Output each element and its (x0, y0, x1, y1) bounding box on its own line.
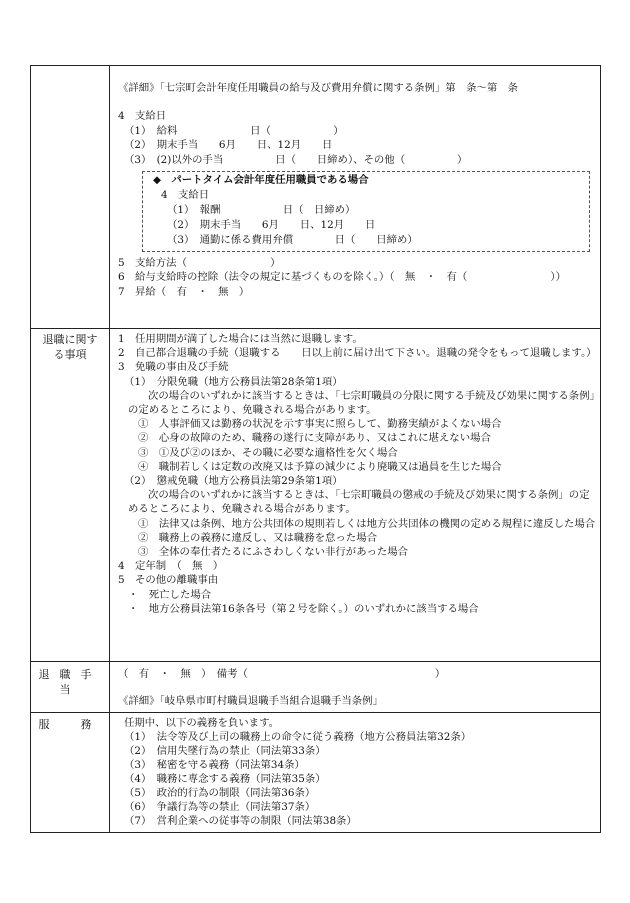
retire-item-5: 5 その他の離職事由 (118, 574, 219, 587)
retire-dismissal-2-text: 次の場合のいずれかに該当するときは、「七宗町職員の懲戒の手続及び効果に関する条例」の定めるところにより、免職される場合があります。 (128, 489, 590, 516)
severance-row (31, 662, 600, 713)
retire-dismissal-1-text: 次の場合のいずれかに該当するときは、「七宗町職員の分限に関する手続及び効果に関する条例」の定めるところにより、免職される場合があります。 (128, 389, 595, 417)
severance-line: （ 有 ・ 無 ） 備考（ ） (118, 668, 446, 680)
part-time-pay-heading: 4 支給日 (161, 189, 210, 202)
retire-dismissal-1-d: ④ 職制若しくは定数の改廃又は予算の減少により廃職又は過員を生じた場合 (138, 460, 502, 473)
retire-item-1: 1 任用期間が満了した場合には当然に退職します。 (118, 333, 363, 345)
duty-label-text: 服 務 (38, 718, 102, 731)
duty-intro: 任期中、以下の義務を負います。 (124, 717, 280, 729)
retirement-label-text: 退職に関する事項 (42, 333, 98, 361)
retire-item-5-b: ・ 地方公務員法第16条各号（第２号を除く。）のいずれかに該当する場合 (128, 602, 479, 615)
pay-raise: 7 昇給（ 有 ・ 無 ） (118, 285, 250, 298)
severance-ref: 《詳細》「岐阜県市町村職員退職手当組合退職手当条例」 (118, 695, 383, 708)
retire-item-2: 2 自己都合退職の手続（退職する 日以上前に届け出て下さい。退職の発令をもって退職します。） (118, 347, 597, 360)
part-time-pay-commute: （3） 通勤に係る費用弁償 日（ 日締め） (167, 234, 418, 247)
part-time-pay-remuneration: （1） 報酬 日（ 日締め） (167, 204, 356, 217)
pay-ordinance-ref: 《詳細》「七宗町会計年度任用職員の給与及び費用弁償に関する条例」第 条～第 条 (118, 82, 519, 94)
part-time-box-title: ◆ パートタイム会計年度任用職員である場合 (153, 174, 369, 187)
retire-dismissal-1-c: ③ ①及び②のほか、その職に必要な適格性を欠く場合 (138, 446, 398, 459)
retire-dismissal-1: （1） 分限免職（地方公務員法第28条第1項） (124, 375, 343, 388)
retire-dismissal-2-a: ① 法律又は条例、地方公共団体の規則若しくは地方公共団体の機関の定める規程に違反した場合 (138, 517, 596, 530)
duty-content (110, 713, 600, 832)
duty-item: （4） 職務に専念する義務（同法第35条） (124, 773, 326, 785)
pay-deduction: 6 給与支給時の控除（法令の規定に基づくものを除く。）（ 無 ・ 有（ ）） (118, 271, 566, 284)
duty-item: （1） 法令等及び上司の職務上の命令に従う義務（地方公務員法第32条） (124, 731, 472, 743)
retirement-content (110, 329, 600, 661)
duty-row (31, 713, 600, 832)
duty-item: （2） 信用失墜行為の禁止（同法第33条） (124, 745, 326, 757)
duty-item: （3） 秘密を守る義務（同法第34条） (124, 759, 305, 771)
pay-day-heading: 4 支給日 (118, 110, 167, 123)
retire-item-5-a: ・ 死亡した場合 (128, 588, 212, 601)
retire-dismissal-1-b: ② 心身の故障のため、職務の遂行に支障があり、又はこれに堪えない場合 (138, 432, 491, 445)
retirement-label (31, 329, 110, 661)
retire-dismissal-2-c: ③ 全体の奉仕者たるにふさわしくない非行があった場合 (138, 546, 409, 559)
duty-item: （6） 争議行為等の禁止（同法第37条） (124, 801, 316, 813)
pay-day-salary: （1） 給料 日（ ） (124, 124, 344, 137)
retirement-row (31, 329, 600, 662)
retire-item-4: 4 定年制 （ 無 ） (118, 560, 224, 573)
retire-item-3: 3 免職の事由及び手続 (118, 361, 229, 374)
retire-dismissal-1-a: ① 人事評価又は勤務の状況を示す事実に照らして、勤務実績がよくない場合 (138, 418, 502, 431)
duty-label (31, 713, 110, 832)
retire-dismissal-2: （2） 懲戒免職（地方公務員法第29条第1項） (124, 475, 343, 488)
part-time-box (142, 171, 590, 252)
pay-content-cell (110, 66, 600, 328)
severance-label (31, 662, 110, 712)
duty-item: （7） 営利企業への従事等の制限（同法第38条） (124, 815, 357, 827)
retire-dismissal-2-b: ② 職務上の義務に違反し、又は職務を怠った場合 (138, 531, 377, 544)
duty-item: （5） 政治的行為の制限（同法第36条） (124, 787, 316, 799)
pay-method: 5 支給方法（ ） (118, 257, 281, 270)
pay-row (31, 66, 600, 329)
pay-day-other: （3） (2)以外の手当 日（ 日締め）、その他（ ） (124, 153, 468, 166)
part-time-pay-bonus: （2） 期末手当 6月 日、12月 日 (167, 219, 376, 232)
severance-label-text: 退職手当 (38, 668, 102, 696)
pay-day-bonus: （2） 期末手当 6月 日、12月 日 (124, 139, 333, 152)
severance-content (110, 662, 600, 712)
conditions-table (30, 65, 601, 833)
pay-label-cell (31, 66, 110, 328)
